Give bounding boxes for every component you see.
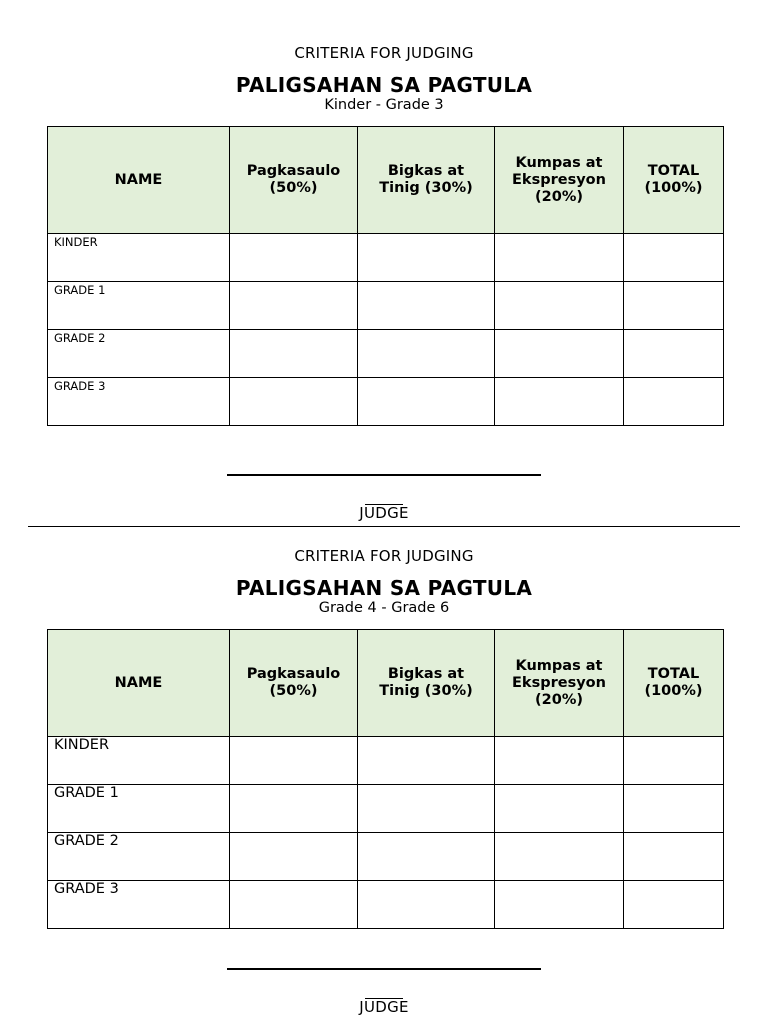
grade-range: Kinder - Grade 3 [324,97,444,113]
row-name-cell [48,330,230,378]
header-row [48,127,724,234]
row-label: GRADE 2 [54,331,106,345]
table-row [48,330,724,378]
score-cell-kumpas[interactable] [495,881,624,929]
header-kumpas: Kumpas at Ekspresyon (20%) [495,630,624,737]
score-cell-pagkasaulo[interactable] [230,833,358,881]
section-divider [28,526,740,527]
score-cell-bigkas[interactable] [358,737,495,785]
row-label: GRADE 3 [54,881,119,897]
score-cell-bigkas[interactable] [358,282,495,330]
judge-label: JUDGE [359,504,409,522]
grade-range: Grade 4 - Grade 6 [318,600,450,616]
score-cell-bigkas[interactable] [358,785,495,833]
criteria-subtitle: CRITERIA FOR JUDGING [294,547,474,565]
table-row [48,833,724,881]
criteria-subtitle: CRITERIA FOR JUDGING [294,44,474,62]
row-label: KINDER [54,235,98,249]
score-cell-bigkas[interactable] [358,330,495,378]
score-cell-pagkasaulo[interactable] [230,881,358,929]
table-row [48,881,724,929]
table-row [48,378,724,426]
judge-label-wrap [0,997,768,1016]
row-name-cell [48,378,230,426]
header-bigkas: Bigkas at Tinig (30%) [358,127,495,234]
score-cell-total[interactable] [624,737,724,785]
row-label: GRADE 3 [54,379,106,393]
table-row [48,785,724,833]
score-cell-total[interactable] [624,330,724,378]
score-cell-kumpas[interactable] [495,785,624,833]
header-pagkasaulo: Pagkasaulo (50%) [230,127,358,234]
score-cell-pagkasaulo[interactable] [230,737,358,785]
header-row [48,630,724,737]
score-cell-pagkasaulo[interactable] [230,330,358,378]
score-cell-total[interactable] [624,785,724,833]
score-cell-kumpas[interactable] [495,833,624,881]
header-pagkasaulo: Pagkasaulo (50%) [230,630,358,737]
score-cell-bigkas[interactable] [358,881,495,929]
score-cell-total[interactable] [624,282,724,330]
score-cell-total[interactable] [624,234,724,282]
score-cell-kumpas[interactable] [495,737,624,785]
criteria-table [47,126,724,426]
header-name: NAME [48,127,230,234]
score-cell-bigkas[interactable] [358,378,495,426]
judge-label: JUDGE [359,998,409,1016]
score-cell-total[interactable] [624,378,724,426]
score-cell-pagkasaulo[interactable] [230,785,358,833]
score-cell-kumpas[interactable] [495,234,624,282]
score-cell-pagkasaulo[interactable] [230,234,358,282]
signature-line [227,968,541,970]
score-cell-bigkas[interactable] [358,833,495,881]
row-name-cell [48,737,230,785]
score-cell-pagkasaulo[interactable] [230,282,358,330]
row-label: GRADE 2 [54,833,119,849]
row-label: GRADE 1 [54,283,106,297]
row-name-cell [48,833,230,881]
header-total: TOTAL (100%) [624,630,724,737]
score-cell-total[interactable] [624,833,724,881]
score-cell-kumpas[interactable] [495,282,624,330]
table-row [48,234,724,282]
judge-label-wrap [0,503,768,522]
row-name-cell [48,282,230,330]
score-cell-bigkas[interactable] [358,234,495,282]
header-bigkas: Bigkas at Tinig (30%) [358,630,495,737]
header-name: NAME [48,630,230,737]
row-name-cell [48,881,230,929]
header-kumpas: Kumpas at Ekspresyon (20%) [495,127,624,234]
table-row [48,282,724,330]
criteria-table [47,629,724,929]
table-row [48,737,724,785]
contest-title: PALIGSAHAN SA PAGTULA [235,576,533,600]
row-name-cell [48,234,230,282]
score-cell-kumpas[interactable] [495,330,624,378]
header-total: TOTAL (100%) [624,127,724,234]
contest-title: PALIGSAHAN SA PAGTULA [235,73,533,97]
row-name-cell [48,785,230,833]
signature-line [227,474,541,476]
score-cell-total[interactable] [624,881,724,929]
row-label: KINDER [54,737,110,753]
score-cell-kumpas[interactable] [495,378,624,426]
row-label: GRADE 1 [54,785,119,801]
score-cell-pagkasaulo[interactable] [230,378,358,426]
